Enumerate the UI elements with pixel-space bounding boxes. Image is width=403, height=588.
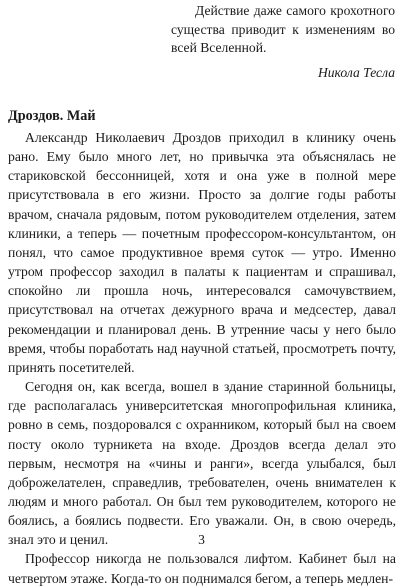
page-number: 3 [198,532,205,547]
paragraph: Профессор никогда не пользовался лифтом. Кабинет был на четвертом этаже. Когда-то он поднимался бегом, а теперь медлен- [8,551,396,586]
epigraph [171,2,395,58]
body-text [8,128,396,588]
paragraph: Сегодня он, как всегда, вошел в здание старинной больницы, где располагалась университетская многопрофильная клиника, ровно в семь, поздоровался с охранником, который был на своем посту около турникета на входе. Дроздов всегда делал это первым, несмотря на «чины и ранги», всегда улыбался, был доброжелателен, справедлив, требователен, очень внимателен к людям и много работал. Он был тем руководителем, которого не боялись, а боялись подвести. Его уважали. Он, в свою очередь, знал это и ценил. [8,379,396,548]
epigraph-text: Действие даже самого крохотного существа приводит к изменениям во всей Вселенной. [171,3,395,56]
epigraph-author: Никола Тесла [317,65,395,80]
chapter-title: Дроздов. Май [8,108,96,124]
paragraph: Александр Николаевич Дроздов приходил в клинику очень рано. Ему было много лет, но привычка эта объяснялась не стариковской бессонницей, хотя и она уже в полной мере присутствовала в его жизни. Просто за долгие годы работы врачом, сначала рядовым, потом руководителем отделения, затем клиники, а теперь — почетным профессором-консультантом, он понял, что самое продуктивное время суток — утро. Именно утром профессор заходил в палаты к пациентам и спрашивал, спокойно ли прошла ночь, интересовался самочувствием, присутствовал на отчетах дежурного врача и медсестер, давал рекомендации и планировал день. В утренние часы у него было время, чтобы поработать над научной статьей, просмотреть почту, принять посетителей. [8,130,396,375]
